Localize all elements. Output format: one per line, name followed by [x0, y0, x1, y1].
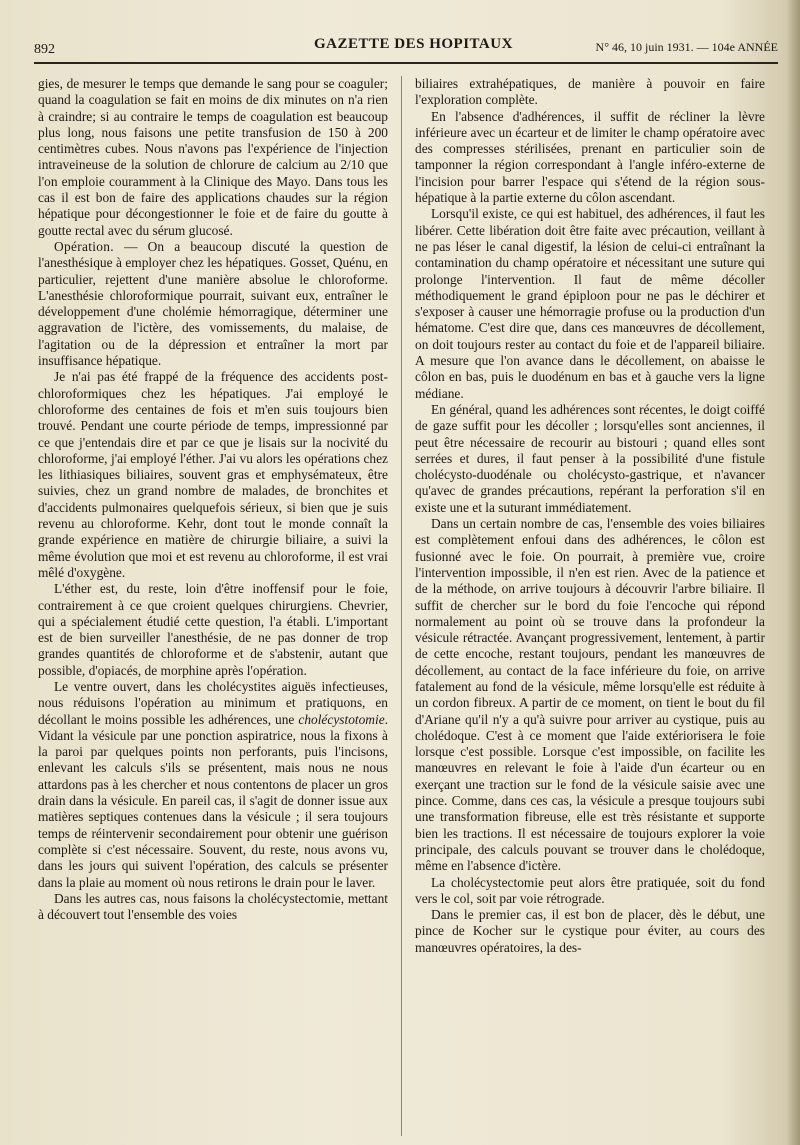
- paragraph: Lorsqu'il existe, ce qui est habituel, des adhérences, il faut les libérer. Cette libération doit être faite avec précaution, veillant à ne pas léser le canal digestif, la lésion de celui-ci entraînant la contamination du champ opératoire et nécessitant une suture qui prolonge l'intervention. Il faut de même décoller méthodiquement le grand épiploon pour ne pas le déchirer et s'exposer à causer une hémorragie profuse ou la production d'un hématome. C'est dire que, dans ces manœuvres de décollement, on doit toujours rester au contact du foie et de l'appareil biliaire. A mesure que l'on avance dans le décollement, on abaisse le côlon en bas, puis le duodénum en bas et à gauche vers la ligne médiane.: [415, 206, 765, 401]
- paragraph: L'éther est, du reste, loin d'être inoffensif pour le foie, contrairement à ce que croient quelques chirurgiens. Chevrier, qui a spécialement étudié cette question, l'a établi. L'important est de bien surveiller l'anesthésie, de ne pas donner de trop grandes quantités de chloroforme et de s'abstenir, autant que possible, d'opiacés, de morphine après l'opération.: [38, 581, 388, 678]
- paragraph-text: . Vidant la vésicule par une ponction aspiratrice, nous la fixons à la paroi par quelques points non perforants, puis l'incisons, enlevant les calculs s'ils se présentent, mais nous ne nous attardons pas à les chercher et nous contentons de placer un gros drain dans la vésicule. En pareil cas, il s'agit de donner issue aux matières septiques contenues dans la vésicule ; il sera toujours temps de réintervenir secondairement pour obtenir une guérison complète si c'est nécessaire. Souvent, du reste, nous avons vu, dans les jours qui suivent l'opération, des calculs se présenter dans la plaie au moment où nous retirons le drain pour le laver.: [38, 711, 388, 890]
- paragraph: Dans les autres cas, nous faisons la cholécystectomie, mettant à découvert tout l'ensemble des voies: [38, 890, 388, 923]
- paragraph: En l'absence d'adhérences, il suffit de récliner la lèvre inférieure avec un écarteur et de limiter le champ opératoire avec des compresses stérilisées, prenant en particulier soin de tamponner la région correspondant à l'angle inféro-externe de l'incision pour barrer l'espace qui s'étend de la région sous-hépatique à la partie externe du côlon ascendant.: [415, 108, 765, 206]
- paragraph-text: — On a beaucoup discuté la question de l'anesthésique à employer chez les hépatiques. Gosset, Quénu, en particulier, rejettent d'une manière absolue le chloroforme. L'anesthésie chloroformique pourrait, suivant eux, entraîner le développement d'une cholémie hémorragique, déterminer une aggravation de l'ictère, des vomissements, du malaise, de l'agitation ou de la dépression et entraîner la mort par insuffisance hépatique.: [38, 238, 388, 369]
- page-number: 892: [34, 42, 55, 57]
- paragraph: En général, quand les adhérences sont récentes, le doigt coiffé de gaze suffit pour les décoller ; lorsqu'elles sont anciennes, il peut être nécessaire de recourir au bistouri ; quand elles sont serrées et dures, il faut penser à la possibilité d'une fistule cholécysto-duodénale ou cholécysto-gastrique, et n'avancer qu'avec de grandes précautions, repérant la perforation s'il en existe une et la suturant immédiatement.: [415, 401, 765, 515]
- paragraph: Dans le premier cas, il est bon de placer, dès le début, une pince de Kocher sur le cystique pour éviter, au cours des manœuvres opératoires, la des-: [415, 907, 765, 955]
- journal-title: GAZETTE DES HOPITAUX: [314, 36, 513, 52]
- paragraph: gies, de mesurer le temps que demande le sang pour se coaguler; quand la coagulation se fait en moins de dix minutes on n'a rien à craindre; si au contraire le temps de coagulation est beaucoup plus long, nous faisons une petite transfusion de 150 à 200 centimètres cubes. Nous n'avons pas l'expérience de l'injection intraveineuse de la solution de chlorure de calcium au 2/10 que l'on emploie couramment à la Clinique des Mayo. Dans tous les cas il est bon de faire des applications chaudes sur la région hépatique pour décongestionner le foie et de faire du goutte à goutte rectal avec du sérum glucosé.: [38, 76, 388, 238]
- paragraph: biliaires extrahépatiques, de manière à pouvoir en faire l'exploration complète.: [415, 76, 765, 108]
- paragraph: La cholécystectomie peut alors être pratiquée, soit du fond vers le col, soit par voie rétrograde.: [415, 874, 765, 906]
- page-edge-shadow: [786, 0, 800, 1145]
- paragraph: Je n'ai pas été frappé de la fréquence des accidents post-chloroformiques chez les hépatiques. J'ai employé le chloroforme des centaines de fois et m'en suis toujours bien trouvé. Pendant une courte période de temps, impressionné par ce que j'entendais dire et par ce que je lisais sur la nocivité du chloroforme, j'ai employé l'éther. J'ai vu alors les opérations chez les lithiasiques biliaires, souvent gras et emphysémateux, être suivies, chez un grand nombre de malades, de bronchites et d'accidents pulmonaires quelquefois sérieux, si bien que je suis revenu au chloroforme. Kehr, dont tout le monde connaît la grande expérience en matière de chirurgie biliaire, a suivi la même évolution que moi et est revenu au chloroforme, il est vrai mêlé d'oxygène.: [38, 369, 388, 580]
- header-rule: [34, 62, 778, 64]
- left-column: [38, 76, 388, 1142]
- paragraph: [38, 239, 388, 369]
- column-divider: [401, 76, 402, 1136]
- running-header: [34, 32, 778, 60]
- paragraph: [38, 679, 388, 891]
- issue-info: N° 46, 10 juin 1931. — 104e ANNÉE: [595, 40, 778, 54]
- section-heading: Opération.: [54, 238, 114, 254]
- paragraph: Dans un certain nombre de cas, l'ensemble des voies biliaires est complètement enfoui dans des adhérences, le côlon est fusionné avec le foie. On pourrait, à première vue, croire l'intervention impossible, il n'en est rien. Avec de la patience et de la méthode, on arrive toujours à découvrir l'arbre biliaire. Il suffit de chercher sur le bord du foie l'encoche qui répond normalement au point où se trouve dans la profondeur la vésicule rétractée. Avançant progressivement, lentement, à partir de cette encoche, restant toujours, pendant les manœuvres de décollement, au contact de la face inférieure du foie, on arrive fatalement au fond de la vésicule, même lorsqu'elle est réduite à un cordon fibreux. A partir de ce moment, on tient le bout du fil d'Ariane qu'il n'y a qu'à suivre pour arriver au cystique, puis au cholédoque. C'est à ce moment que l'aide extériorisera le foie lorsque c'est possible. Lorsque c'est impossible, on facilite les manœuvres en relevant le foie à l'aide d'un écarteur ou en exerçant une traction sur le fond de la vésicule saisie avec une pince. Comme, dans ces cas, la vésicule a presque toujours subi une transformation fibreuse, elle est très résistante et supporte bien les tractions. Il est nécessaire de toujours explorer la voie principale, des calculs pouvant se trouver dans le cholédoque, même en l'absence d'ictère.: [415, 516, 765, 874]
- right-column: [415, 76, 765, 1142]
- italic-term: cholécystotomie: [298, 711, 385, 727]
- paragraph-text: Le ventre ouvert, dans les cholécystites aiguës infectieuses, nous réduisons l'opération au minimum et pratiquons, en décollant le moins possible les adhérences, une: [38, 678, 388, 727]
